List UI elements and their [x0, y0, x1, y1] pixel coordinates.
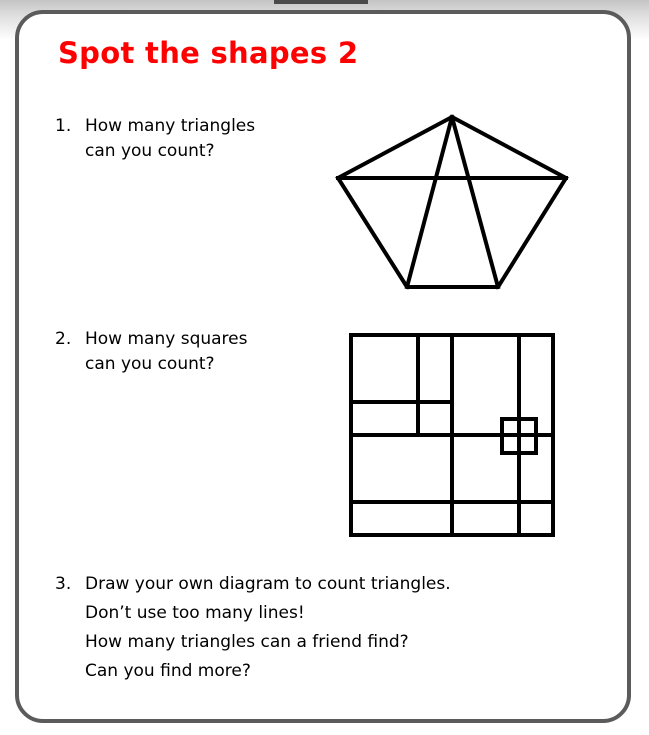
pentagon-outline — [338, 117, 566, 287]
question-3-line-3: How many triangles can a friend find? — [85, 632, 409, 652]
page-title: Spot the shapes 2 — [58, 36, 359, 70]
question-3-line-2: Don’t use too many lines! — [85, 603, 305, 623]
square-grid-diagram — [351, 335, 553, 535]
question-1-number: 1. — [55, 116, 72, 136]
question-2-line-2: can you count? — [85, 354, 215, 374]
question-3-number: 3. — [55, 574, 72, 594]
question-3-line-1: Draw your own diagram to count triangles. — [85, 574, 451, 594]
pentagon-left-diagonal — [407, 117, 452, 287]
question-1-line-2: can you count? — [85, 141, 215, 161]
pentagon-right-diagonal — [452, 117, 498, 287]
question-3-line-4: Can you find more? — [85, 661, 251, 681]
pentagon-diagram — [338, 117, 566, 287]
question-1-line-1: How many triangles — [85, 116, 256, 136]
question-2-number: 2. — [55, 329, 72, 349]
question-2-line-1: How many squares — [85, 329, 248, 349]
